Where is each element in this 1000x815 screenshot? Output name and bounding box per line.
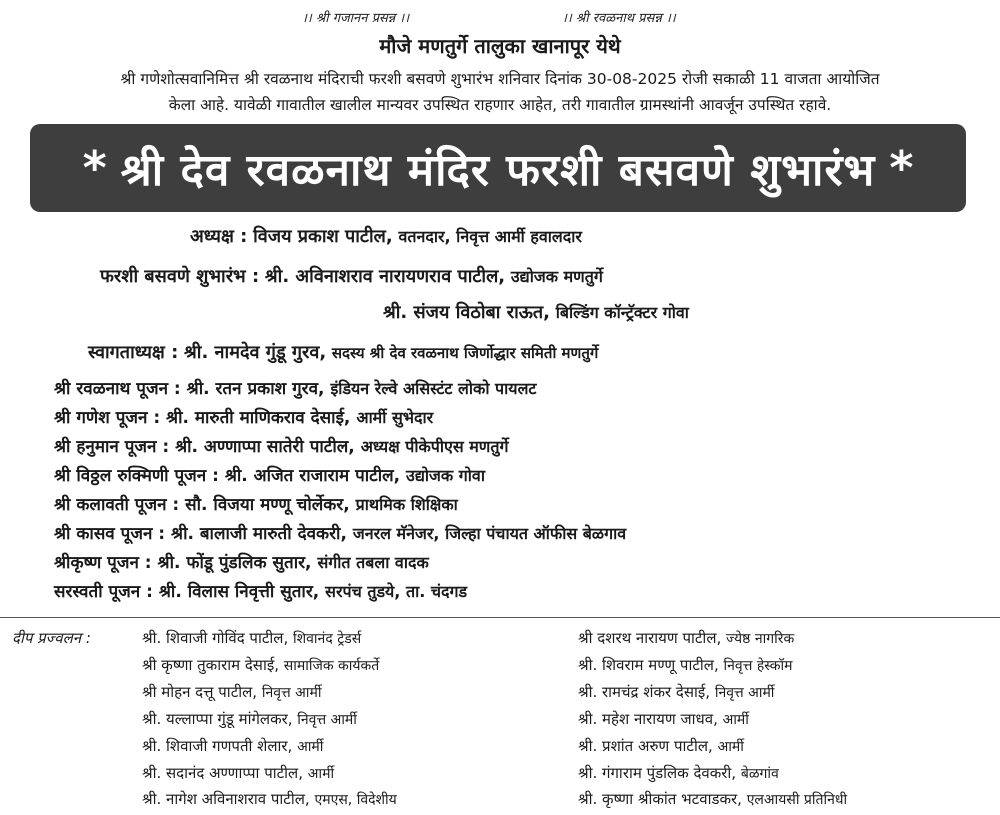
banner-title: श्री देव रवळनाथ मंदिर फरशी बसवणे शुभारंभ — [120, 145, 876, 196]
guest-name: श्री मोहन दत्तू पाटील, — [142, 683, 258, 701]
guest-desc: आर्मी — [297, 739, 324, 755]
inauguration-name-1: श्री. अविनाशराव नारायणराव पाटील, — [264, 266, 506, 287]
guest-name: श्री. सदानंद अण्णाप्पा पाटील, — [142, 764, 303, 782]
pooja-role: श्रीकृष्ण पूजन : — [54, 553, 152, 573]
guest-name: श्री. यल्लाप्पा गुंडू मांगेलकर, — [142, 710, 293, 728]
star-right: * — [889, 141, 914, 195]
pooja-desc: उद्योजक गोवा — [406, 466, 485, 485]
pooja-role: श्री विठ्ठल रुक्मिणी पूजन : — [54, 466, 219, 486]
pooja-desc: इंडियन रेल्वे असिस्टंट लोको पायलट — [330, 379, 537, 398]
inauguration-name-2: श्री. संजय विठोबा राऊत, — [383, 302, 550, 323]
guest-item — [142, 655, 379, 675]
pooja-role: सरस्वती पूजन : — [54, 582, 153, 602]
guest-name: श्री. शिवाजी गोविंद पाटील, — [142, 629, 289, 647]
pooja-line — [54, 550, 429, 573]
pooja-role: श्री रवळनाथ पूजन : — [54, 379, 181, 399]
guest-item — [142, 682, 321, 702]
village-heading: मौजे मणतुर्गे तालुका खानापूर येथे — [379, 34, 621, 58]
president-line — [190, 224, 582, 248]
guest-desc: निवृत्त आर्मी — [261, 685, 322, 701]
guest-desc: निवृत्त हेस्कॉम — [723, 658, 793, 674]
pooja-desc: संगीत तबला वादक — [317, 553, 429, 572]
guest-desc: सामाजिक कार्यकर्ते — [283, 658, 380, 674]
pooja-line — [54, 492, 458, 515]
invocation-gajanan: ।। श्री गजानन प्रसन्न ।। — [302, 11, 410, 26]
pooja-line — [54, 579, 467, 602]
guest-desc: निवृत्त आर्मी — [297, 712, 357, 728]
guest-name: श्री दशरथ नारायण पाटील, — [578, 629, 722, 647]
guest-item — [578, 655, 792, 675]
pooja-role: श्री कलावती पूजन : — [54, 495, 180, 515]
deep-prajwalan-label: दीप प्रज्वलन : — [12, 629, 91, 647]
inauguration-desc-2: बिल्डिंग कॉन्ट्रॅक्टर गोवा — [555, 303, 689, 322]
star-left: * — [82, 141, 107, 195]
guest-desc: एमएस, विदेशीय — [314, 792, 397, 808]
pooja-line — [54, 521, 626, 544]
welcome-name: श्री. नामदेव गुंडू गुरव, — [184, 342, 327, 363]
guest-name: श्री. प्रशांत अरुण पाटील, — [578, 737, 713, 755]
guest-name: श्री. महेश नारायण जाधव, — [578, 710, 718, 728]
pooja-role: श्री हनुमान पूजन : — [54, 437, 170, 457]
pooja-name: श्री. बालाजी मारुती देवकरी, — [171, 524, 347, 544]
guest-item — [142, 709, 357, 729]
welcome-role: स्वागताध्यक्ष : — [88, 342, 179, 363]
pooja-name: श्री. मारुती माणिकराव देसाई, — [166, 408, 351, 428]
guest-name: श्री कृष्णा तुकाराम देसाई, — [142, 656, 279, 674]
guest-item — [578, 763, 779, 783]
pooja-role: श्री गणेश पूजन : — [54, 408, 161, 428]
pooja-desc: अध्यक्ष पीकेपीएस मणतुर्गे — [360, 437, 509, 456]
pooja-line — [54, 376, 536, 399]
guest-desc: बेळगांव — [740, 766, 779, 782]
notice-line-2: केला आहे. यावेळी गावातील खालील मान्यवर उपस्थित राहणार आहेत, तरी गावातील ग्रामस्थांनी आवर्जून उपस्थित रहावे. — [168, 96, 832, 114]
president-desc: वतनदार, निवृत्त आर्मी हवालदार — [398, 227, 582, 246]
guest-item — [142, 763, 334, 783]
guest-desc: एलआयसी प्रतिनिधी — [746, 792, 848, 808]
guest-name: श्री. नागेश अविनाशराव पाटील, — [142, 790, 310, 808]
guest-name: श्री. कृष्णा श्रीकांत भटवाडकर, — [578, 790, 742, 808]
pooja-desc: प्राथमिक शिक्षिका — [355, 495, 458, 514]
guest-name: श्री. शिवाजी गणपती शेलार, — [142, 737, 293, 755]
guest-item — [578, 709, 749, 729]
pooja-desc: जनरल मॅनेजर, जिल्हा पंचायत ऑफीस बेळगाव — [352, 524, 627, 543]
guest-item — [578, 789, 847, 809]
inauguration-line-2 — [383, 300, 689, 324]
guest-item — [142, 789, 397, 809]
pooja-name: सौ. विजया मण्णू चोर्लेकर, — [185, 495, 350, 515]
guest-item — [578, 682, 774, 702]
inauguration-role: फरशी बसवणे शुभारंभ : — [100, 266, 260, 287]
invocation-ravalnath: ।। श्री रवळनाथ प्रसन्न ।। — [562, 11, 676, 26]
guest-desc: आर्मी — [717, 739, 744, 755]
section-divider — [0, 617, 1000, 618]
pooja-desc: आर्मी सुभेदार — [356, 408, 434, 427]
pooja-desc: सरपंच तुडये, ता. चंदगड — [325, 582, 468, 601]
welcome-line — [88, 340, 598, 364]
pooja-line — [54, 434, 509, 457]
pooja-name: श्री. फोंडू पुंडलिक सुतार, — [157, 553, 312, 573]
president-role: अध्यक्ष : — [190, 226, 248, 247]
inauguration-line-1 — [100, 264, 603, 288]
title-banner — [30, 124, 966, 212]
guest-desc: आर्मी — [722, 712, 749, 728]
pooja-line — [54, 463, 485, 486]
pooja-name: श्री. विलास निवृत्ती सुतार, — [158, 582, 320, 602]
inauguration-desc-1: उद्योजक मणतुर्गे — [510, 267, 603, 286]
guest-item — [578, 628, 794, 648]
pooja-line — [54, 405, 433, 428]
pooja-role: श्री कासव पूजन : — [54, 524, 166, 544]
guest-desc: निवृत्त आर्मी — [714, 685, 775, 701]
guest-name: श्री. गंगाराम पुंडलिक देवकरी, — [578, 764, 737, 782]
guest-desc: ज्येष्ठ नागरिक — [726, 631, 795, 647]
pooja-name: श्री. अजित राजाराम पाटील, — [224, 466, 401, 486]
president-name: विजय प्रकाश पाटील, — [253, 226, 393, 247]
pooja-name: श्री. अण्णाप्पा सातेरी पाटील, — [175, 437, 355, 457]
guest-item — [142, 628, 361, 648]
guest-desc: शिवानंद ट्रेडर्स — [293, 631, 362, 647]
guest-name: श्री. रामचंद्र शंकर देसाई, — [578, 683, 711, 701]
event-notice — [14, 66, 986, 118]
welcome-desc: सदस्य श्री देव रवळनाथ जिर्णोद्धार समिती मणतुर्गे — [331, 344, 599, 362]
guest-desc: आर्मी — [307, 766, 335, 782]
guest-item — [142, 736, 323, 756]
notice-line-1: श्री गणेशोत्सवानिमित्त श्री रवळनाथ मंदिराची फरशी बसवणे शुभारंभ शनिवार दिनांक 30-08-2025 रोजी सकाळी 11 वाजता आयोजित — [120, 70, 880, 88]
pooja-name: श्री. रतन प्रकाश गुरव, — [186, 379, 325, 399]
guest-name: श्री. शिवराम मण्णू पाटील, — [578, 656, 719, 674]
guest-item — [578, 736, 744, 756]
